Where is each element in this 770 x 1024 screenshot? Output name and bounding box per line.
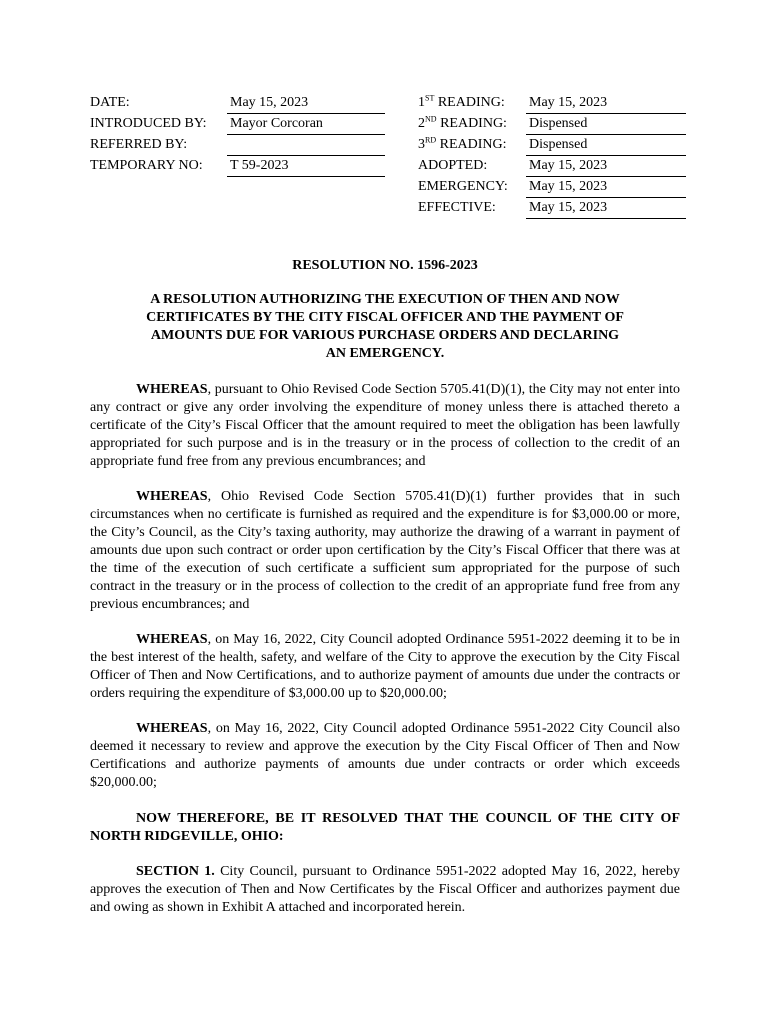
whereas-1-lead: WHEREAS <box>136 382 208 397</box>
first-reading-row <box>418 93 686 113</box>
adopted-value: May 15, 2023 <box>526 156 686 177</box>
first-reading-suffix: ST <box>425 93 435 103</box>
date-value: May 15, 2023 <box>227 93 385 114</box>
whereas-1-text: , pursuant to Ohio Revised Code Section 5705.41(D)(1), the City may not enter into any contract or give any order involving the expenditure of money unless there is attached thereto a certificate of the City’s Fiscal Officer that the amount required to meet the obligation has been lawfully appropriated for such purpose and is in the treasury or in the process of collection to the credit of an appropriate fund free from any previous encumbrances; and <box>90 382 680 469</box>
third-reading-suffix: RD <box>425 135 437 145</box>
third-reading-number: 3 <box>418 137 425 152</box>
second-reading-suffix: ND <box>425 114 437 124</box>
whereas-3-lead: WHEREAS <box>136 632 208 647</box>
whereas-paragraph-2 <box>90 488 680 614</box>
effective-value: May 15, 2023 <box>526 198 686 219</box>
whereas-2-text: , Ohio Revised Code Section 5705.41(D)(1) further provides that in such circumstances when no certificate is furnished as required and the expenditure is for $3,000.00 or more, the City’s Council, as the City’s taxing authority, may authorize the drawing of a warrant in payment of amounts due upon such contract or order upon certification by the City’s Fiscal Officer that there was at the time of the execution of such certificate a sufficient sum appropriated for the purpose of such contract in the treasury or in the process of collection to the credit of an appropriate fund free from any previous encumbrances; and <box>90 489 680 612</box>
effective-label: EFFECTIVE: <box>418 200 496 215</box>
referred-by-label: REFERRED BY: <box>90 137 188 152</box>
emergency-label: EMERGENCY: <box>418 179 508 194</box>
second-reading-row <box>418 114 686 134</box>
adopted-label: ADOPTED: <box>418 158 488 173</box>
section-1-lead: SECTION 1. <box>136 864 215 879</box>
effective-row <box>418 198 686 218</box>
section-1-text: City Council, pursuant to Ordinance 5951-2022 adopted May 16, 2022, hereby approves the execution of Then and Now Certificates by the Fiscal Officer and authorizes payment due and owing as shown in Exhibit A attached and incorporated herein. <box>90 864 680 915</box>
temporary-no-value: T 59-2023 <box>227 156 385 177</box>
emergency-value: May 15, 2023 <box>526 177 686 198</box>
section-1-paragraph <box>90 863 680 917</box>
resolved-clause: NOW THEREFORE, BE IT RESOLVED THAT THE COUNCIL OF THE CITY OF NORTH RIDGEVILLE, OHIO: <box>90 811 680 844</box>
introduced-by-row <box>90 114 385 134</box>
adopted-row <box>418 156 686 176</box>
first-reading-value: May 15, 2023 <box>526 93 686 114</box>
introduced-by-label: INTRODUCED BY: <box>90 116 207 131</box>
introduced-by-value: Mayor Corcoran <box>227 114 385 135</box>
first-reading-number: 1 <box>418 95 425 110</box>
whereas-3-text: , on May 16, 2022, City Council adopted Ordinance 5951-2022 deeming it to be in the best interest of the health, safety, and welfare of the City to approve the execution by the City Fiscal Officer of Then and Now Certifications, and to authorize payment of amounts due under the contracts or orders requiring the expenditure of $3,000.00 up to $20,000.00; <box>90 632 680 701</box>
second-reading-value: Dispensed <box>526 114 686 135</box>
temporary-no-row <box>90 156 385 176</box>
whereas-2-lead: WHEREAS <box>136 489 208 504</box>
date-row <box>90 93 385 113</box>
whereas-4-text: , on May 16, 2022, City Council adopted Ordinance 5951-2022 City Council also deemed it necessary to review and approve the execution by the City Fiscal Officer of Then and Now Certifications and authorize payments of amounts due under contracts or order which exceeds $20,000.00; <box>90 721 680 790</box>
emergency-row <box>418 177 686 197</box>
resolution-number: RESOLUTION NO. 1596-2023 <box>292 258 478 273</box>
third-reading-label: READING: <box>436 137 507 152</box>
resolution-title: A RESOLUTION AUTHORIZING THE EXECUTION OF THEN AND NOW CERTIFICATES BY THE CITY FISCAL OFFICER AND THE PAYMENT OF AMOUNTS DUE FOR VARIOUS PURCHASE ORDERS AND DECLARING AN EMERGENCY. <box>146 292 624 361</box>
whereas-paragraph-3 <box>90 631 680 703</box>
second-reading-number: 2 <box>418 116 425 131</box>
third-reading-value: Dispensed <box>526 135 686 156</box>
referred-by-row <box>90 135 385 155</box>
whereas-4-lead: WHEREAS <box>136 721 208 736</box>
second-reading-label: READING: <box>436 116 507 131</box>
temporary-no-label: TEMPORARY NO: <box>90 158 203 173</box>
whereas-paragraph-1 <box>90 381 680 471</box>
first-reading-label: READING: <box>434 95 505 110</box>
date-label: DATE: <box>90 95 130 110</box>
referred-by-value <box>227 135 385 156</box>
whereas-paragraph-4 <box>90 720 680 792</box>
third-reading-row <box>418 135 686 155</box>
